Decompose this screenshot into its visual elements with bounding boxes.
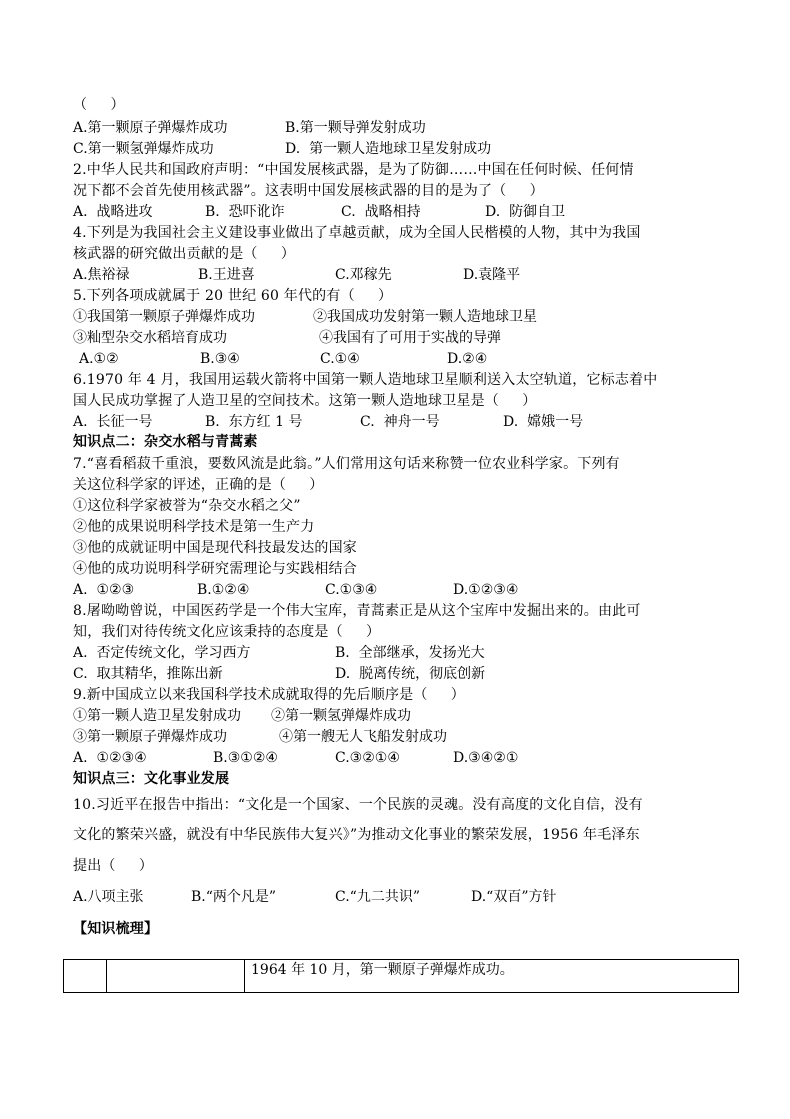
section-heading: 【知识梳理】 bbox=[73, 921, 159, 937]
option-b: B. 东方红 1 号 bbox=[205, 414, 303, 430]
q7-item-1: ①这位科学家被誉为“杂交水稻之父” bbox=[73, 498, 301, 514]
item-4: ④我国有了可用于实战的导弹 bbox=[319, 330, 501, 346]
question-10: 10.习近平在报告中指出：“文化是一个国家、一个民族的灵魂。没有高度的文化自信，没有 bbox=[73, 797, 643, 813]
question-6-cont: 国人民成功掌握了人造卫星的空间技术。这第一颗人造地球卫星是（ ） bbox=[73, 393, 537, 409]
q4-options bbox=[73, 266, 753, 284]
question-6: 6.1970 年 4 月，我国用运载火箭将中国第一颗人造地球卫星顺利送入太空轨道，它标志着中 bbox=[73, 372, 658, 388]
option-b: B.王进喜 bbox=[198, 267, 255, 283]
option-a: A.①② bbox=[79, 351, 119, 367]
q9-options bbox=[73, 749, 753, 767]
option-a: A. 战略进攻 bbox=[73, 204, 153, 220]
question-2: 2.中华人民共和国政府声明：“中国发展核武器，是为了防御……中国在任何时候、任何情 bbox=[73, 162, 634, 178]
option-c: C.①④ bbox=[320, 351, 360, 367]
option-b: B. 恐吓讹诈 bbox=[205, 204, 285, 220]
q10-options bbox=[73, 888, 753, 906]
option-a: A. 否定传统文化，学习西方 bbox=[73, 645, 251, 661]
question-2-cont: 况下都不会首先使用核武器”。这表明中国发展核武器的目的是为了（ ） bbox=[73, 183, 544, 199]
option-c: C. 战略相持 bbox=[341, 204, 421, 220]
question-10-cont: 文化的繁荣兴盛，就没有中华民族伟大复兴》”为推动文化事业的繁荣发展，1956 年毛泽东 bbox=[73, 827, 640, 843]
q7-item-3: ③他的成就证明中国是现代科技最发达的国家 bbox=[73, 540, 357, 556]
option-d: D. 脱离传统，彻底创新 bbox=[335, 666, 486, 682]
q8-options bbox=[73, 665, 753, 683]
question-7-cont: 关这位科学家的评述，正确的是（ ） bbox=[73, 477, 324, 493]
item-2: ②第一颗氢弹爆炸成功 bbox=[271, 708, 411, 724]
option-a: A. ①②③④ bbox=[73, 750, 147, 766]
option-d: D.袁隆平 bbox=[463, 267, 521, 283]
question-8-cont: 知，我们对待传统文化应该秉持的态度是（ ） bbox=[73, 624, 381, 640]
option-b: B. 全部继承，发扬光大 bbox=[335, 645, 485, 661]
q7-item-2: ②他的成果说明科学技术是第一生产力 bbox=[73, 519, 315, 535]
table-cell: 1964 年 10 月，第一颗原子弹爆炸成功。 bbox=[245, 960, 739, 993]
table-cell bbox=[64, 960, 107, 993]
q1-options bbox=[73, 140, 753, 158]
option-d: D. 嫦娥一号 bbox=[503, 414, 584, 430]
option-a: A.焦裕禄 bbox=[73, 267, 130, 283]
question-4-cont: 核武器的研究做出贡献的是（ ） bbox=[73, 246, 296, 262]
item-1: ①我国第一颗原子弹爆炸成功 bbox=[73, 309, 255, 325]
option-d: D.③④②① bbox=[453, 750, 519, 766]
q7-options bbox=[73, 581, 753, 599]
question-8: 8.屠呦呦曾说，中国医药学是一个伟大宝库，青蒿素正是从这个宝库中发掘出来的。由此可 bbox=[73, 603, 641, 619]
item-3: ③第一颗原子弹爆炸成功 bbox=[73, 729, 227, 745]
option-c: C.邓稼先 bbox=[335, 267, 392, 283]
option-c: C. 取其精华，推陈出新 bbox=[73, 666, 223, 682]
option-c: C.①③④ bbox=[325, 582, 378, 598]
question-10-cont: 提出（ ） bbox=[73, 858, 154, 874]
item-1: ①第一颗人造卫星发射成功 bbox=[73, 708, 241, 724]
option-a: A.八项主张 bbox=[73, 889, 144, 905]
question-5: 5.下列各项成就属于 20 世纪 60 年代的有（ ） bbox=[73, 288, 393, 304]
option-c: C.“九二共识” bbox=[335, 889, 420, 905]
option-d: D.“双百”方针 bbox=[471, 889, 557, 905]
option-a: A. 长征一号 bbox=[73, 414, 153, 430]
option-d: D. 第一颗人造地球卫星发射成功 bbox=[285, 141, 492, 157]
q7-item-4: ④他的成功说明科学研究需理论与实践相结合 bbox=[73, 561, 357, 577]
option-d: D.②④ bbox=[447, 351, 488, 367]
q5-items bbox=[73, 329, 753, 347]
item-2: ②我国成功发射第一颗人造地球卫星 bbox=[313, 309, 537, 325]
q9-items bbox=[73, 707, 753, 725]
q6-options bbox=[73, 413, 753, 431]
text-line: （ ） bbox=[73, 97, 125, 113]
table-row bbox=[64, 960, 739, 993]
q1-options bbox=[73, 119, 753, 137]
knowledge-table bbox=[63, 959, 739, 993]
section-heading: 知识点二：杂交水稻与青蒿素 bbox=[73, 434, 258, 450]
option-c: C.③②①④ bbox=[335, 750, 400, 766]
question-4: 4.下列是为我国社会主义建设事业做出了卓越贡献，成为全国人民楷模的人物，其中为我国 bbox=[73, 225, 641, 241]
option-d: D.①②③④ bbox=[453, 582, 519, 598]
option-b: B.③④ bbox=[200, 351, 240, 367]
option-b: B.③①②④ bbox=[213, 750, 278, 766]
table-cell bbox=[107, 960, 245, 993]
section-heading: 知识点三：文化事业发展 bbox=[73, 771, 230, 787]
question-9: 9.新中国成立以来我国科学技术成就取得的先后顺序是（ ） bbox=[73, 687, 466, 703]
option-c: C. 神舟一号 bbox=[360, 414, 440, 430]
question-7: 7.“喜看稻菽千重浪，要数风流是此翁。”人们常用这句话来称赞一位农业科学家。下列有 bbox=[73, 456, 620, 472]
option-b: B.①②④ bbox=[197, 582, 250, 598]
q5-items bbox=[73, 308, 753, 326]
item-4: ④第一艘无人飞船发射成功 bbox=[279, 729, 447, 745]
item-3: ③籼型杂交水稻培育成功 bbox=[73, 330, 227, 346]
q8-options bbox=[73, 644, 753, 662]
option-a: A. ①②③ bbox=[73, 582, 135, 598]
q5-options bbox=[73, 350, 753, 368]
option-b: B.“两个凡是” bbox=[191, 889, 277, 905]
q9-items bbox=[73, 728, 753, 746]
option-a: A.第一颗原子弹爆炸成功 bbox=[73, 120, 228, 136]
option-d: D. 防御自卫 bbox=[485, 204, 566, 220]
q2-options bbox=[73, 203, 753, 221]
option-c: C.第一颗氢弹爆炸成功 bbox=[73, 141, 214, 157]
option-b: B.第一颗导弹发射成功 bbox=[285, 120, 426, 136]
